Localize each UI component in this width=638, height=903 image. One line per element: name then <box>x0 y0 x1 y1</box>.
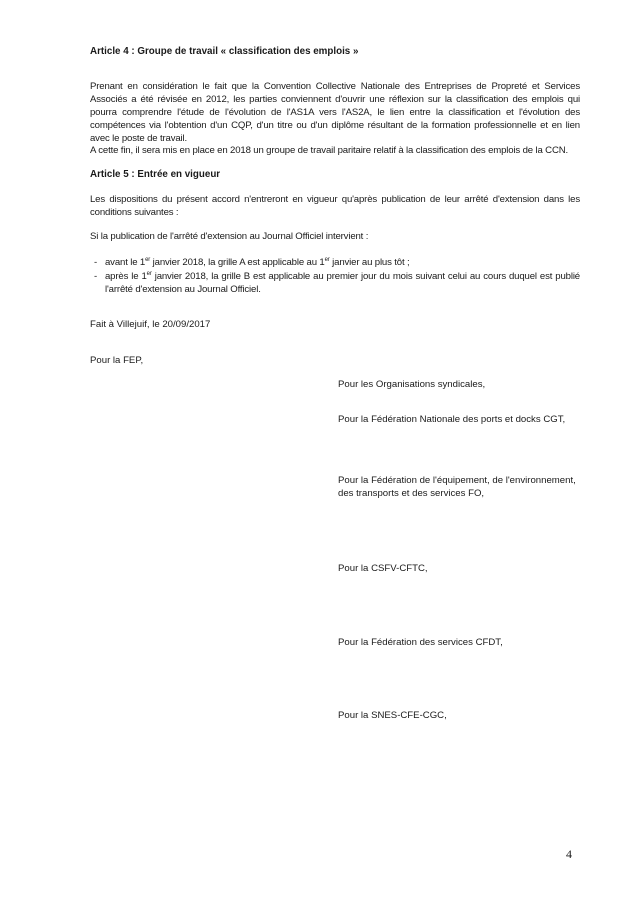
signatory-cgc: Pour la SNES-CFE-CGC, <box>338 710 447 721</box>
signatory-cftc: Pour la CSFV-CFTC, <box>338 563 428 574</box>
signatory-fep: Pour la FEP, <box>90 355 144 366</box>
signatory-cgt: Pour la Fédération Nationale des ports et docks CGT, <box>338 414 566 425</box>
article-4-paragraph-1-text: Prenant en considération le fait que la Convention Collective Nationale des Entreprises de Propreté et Services Associés a été révisée en 2012, les parties conviennent d'ouvrir une réflexion sur la classification des emplois qui pourra comprendre l'étude de l'évolution de l'AS1A vers l'AS2A, le lien entre la classification et l'évolution des compétences via l'obtention d'un CQP, d'un titre ou d'un diplôme résultant de la formation professionnelle et en lien avec le poste de travail. <box>90 81 580 144</box>
place-date: Fait à Villejuif, le 20/09/2017 <box>90 319 211 330</box>
article-5-paragraph-2 <box>90 230 580 243</box>
article-4-paragraph-2-text: A cette fin, il sera mis en place en 2018 un groupe de travail paritaire relatif à la classification des emplois de la CCN. <box>90 145 569 156</box>
signatory-unions-intro: Pour les Organisations syndicales, <box>338 379 486 390</box>
signatory-fo-line-2: des transports et des services FO, <box>338 488 485 499</box>
list-item-text: après le 1er janvier 2018, la grille B est applicable au premier jour du mois suivant celui au cours duquel est publié l'arrêté d'extension au Journal Officiel. <box>105 270 580 295</box>
signatory-fo-line-1: Pour la Fédération de l'équipement, de l'environnement, <box>338 475 576 486</box>
article-4-paragraph-2 <box>90 144 580 157</box>
article-4-title: Article 4 : Groupe de travail « classification des emplois » <box>90 46 359 57</box>
list-dash: - <box>94 271 98 282</box>
article-5-title: Article 5 : Entrée en vigueur <box>90 169 221 180</box>
list-item <box>90 270 580 296</box>
page-number: 4 <box>566 847 572 861</box>
article-5-paragraph-1 <box>90 193 580 219</box>
article-5-paragraph-2-text: Si la publication de l'arrêté d'extension au Journal Officiel intervient : <box>90 231 369 242</box>
article-5-paragraph-1-text: Les dispositions du présent accord n'entreront en vigueur qu'après publication de leur arrêté d'extension dans les conditions suivantes : <box>90 194 580 218</box>
signatory-fo <box>338 474 578 500</box>
list-item-text: avant le 1er janvier 2018, la grille A est applicable au 1er janvier au plus tôt ; <box>105 256 410 268</box>
list-dash: - <box>94 257 98 268</box>
article-4-paragraph-1 <box>90 80 580 145</box>
list-item <box>90 256 580 269</box>
signatory-cfdt: Pour la Fédération des services CFDT, <box>338 637 503 648</box>
